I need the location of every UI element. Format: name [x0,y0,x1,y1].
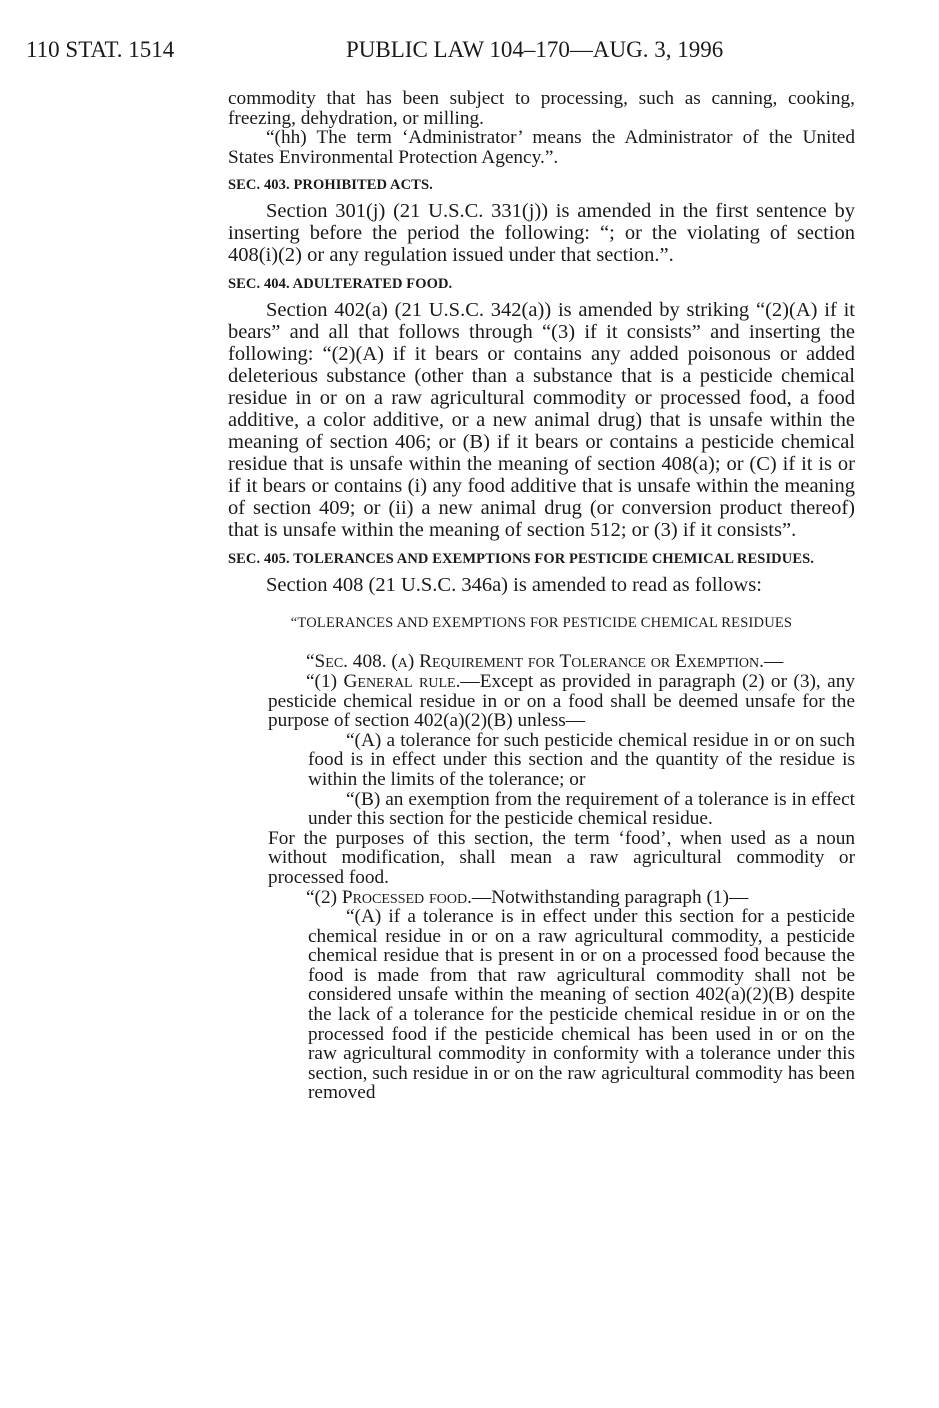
section-408-block [268,652,855,1103]
subparagraph-1b: “(B) an exemption from the requirement of a tolerance is in effect under this section for the pesticide chemical residue. [308,788,855,830]
paragraph-commodity: commodity that has been subject to processing, such as canning, cooking, freezing, dehydration, or milling. [228,88,855,129]
paragraph-1-text: Except as provided in paragraph (2) or (3), any pesticide chemical residue in or on a food shall be deemed unsafe for the purpose of section 402(a)(2)(B) unless— [268,670,855,732]
section-403-text: Section 301(j) (21 U.S.C. 331(j)) is amended in the first sentence by inserting before the period the following: “; or the violating of section 408(i)(2) or any regulation issued under that section.”. [228,200,855,267]
section-403-heading: SEC. 403. PROHIBITED ACTS. [228,177,433,194]
section-408-caption: “Sec. 408. (a) Requirement for Tolerance or Exemption.— [306,651,784,673]
section-405-center-heading: “TOLERANCES AND EXEMPTIONS FOR PESTICIDE CHEMICAL RESIDUES [290,615,793,632]
public-law-title: PUBLIC LAW 104–170—AUG. 3, 1996 [346,37,724,62]
subparagraph-1a: “(A) a tolerance for such pesticide chemical residue in or on such food is in effect under this section and the quantity of the residue is within the limits of the tolerance; or [308,729,855,790]
paragraph-2-processed-food [268,888,855,908]
subparagraph-2a: “(A) if a tolerance is in effect under this section for a pesticide chemical residue in or on a raw agricultural commodity, a pesticide chemical residue that is present in or on a processed food because the food is made from that raw agricultural commodity shall not be considered unsafe within the meaning of section 402(a)(2)(B) despite the lack of a tolerance for the pesticide chemical residue in or on the processed food if the pesticide chemical has been used in or on the raw agricultural commodity in conformity with a tolerance under this section, such residue in or on the raw agricultural commodity has been removed [308,906,855,1104]
statute-page-number: 110 STAT. 1514 [26,37,175,62]
paragraph-hh: “(hh) The term ‘Administrator’ means the Administrator of the United States Environmental Protection Agency.”. [228,127,855,168]
section-404-heading: SEC. 404. ADULTERATED FOOD. [228,276,453,293]
paragraph-1-label: “(1) General rule.— [306,670,480,692]
subparagraph-group-2 [268,907,855,1103]
section-404-text: Section 402(a) (21 U.S.C. 342(a)) is amended by striking “(2)(A) if it bears” and all that follows through “(3) if it consists” and inserting the following: “(2)(A) if it bears or contains any added poisonous or added deleterious substance (other than a substance that is a pesticide chemical residue in or on a raw agricultural commodity or processed food, a food additive, a color additive, or a new animal drug) that is unsafe within the meaning of section 406; or (B) if it bears or contains a pesticide chemical residue that is unsafe within the meaning of section 408(a); or (C) if it is or if it bears or contains (i) any food additive that is unsafe within the meaning of section 409; or (ii) a new animal drug (or conversion product thereof) that is unsafe within the meaning of section 512; or (3) if it consists”. [228,299,855,542]
food-definition: For the purposes of this section, the term ‘food’, when used as a noun without modification, shall mean a raw agricultural commodity or processed food. [268,827,855,888]
paragraph-2-label: “(2) Processed food.— [306,886,492,908]
document-body [228,89,855,1103]
section-405-text: Section 408 (21 U.S.C. 346a) is amended to read as follows: [266,574,762,597]
paragraph-2-text: Notwithstanding paragraph (1)— [491,886,749,908]
subparagraph-group-1 [268,731,855,829]
paragraph-1-general-rule [268,672,855,731]
section-408-label [268,652,855,672]
section-405-heading: SEC. 405. TOLERANCES AND EXEMPTIONS FOR PESTICIDE CHEMICAL RESIDUES. [228,551,814,568]
